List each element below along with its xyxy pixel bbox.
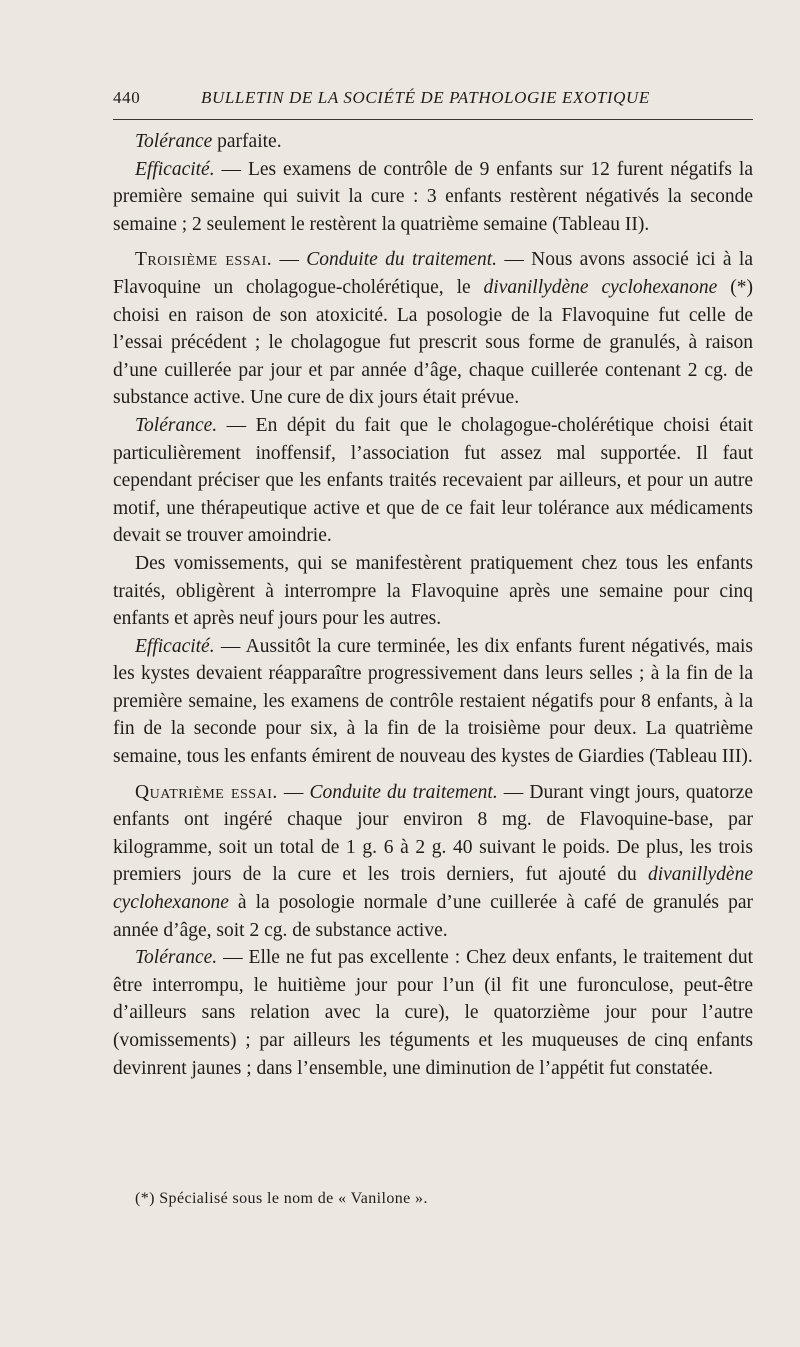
drug-name: divanillydène cyclohexanone	[483, 276, 718, 298]
label-tolerance: Tolérance.	[135, 414, 218, 436]
paragraph-text: parfaite.	[212, 131, 282, 152]
paragraph-text: — Les examens de contrôle de 9 enfants sur 12 furent négatifs la première semaine qui suivit la cure : 3 enfants restèrent négativés la seconde semaine ; 2 seulement le restèrent la quatrième semaine (Tableau II).	[113, 158, 753, 235]
paragraph-vomissements	[113, 550, 753, 633]
paragraph-efficacite-2	[113, 633, 753, 771]
page-number: 440	[113, 88, 141, 107]
section-heading: Troisième essai.	[135, 249, 273, 271]
paragraph-text: (*) choisi en raison de son atoxicité. La posologie de la Flavoquine fut celle de l’essai précédent ; le cholagogue fut prescrit sous forme de granulés, à raison d’une cuillerée par jour et par année d’âge, chaque cuillerée contenant 2 cg. de substance active. Une cure de dix jours était prévue.	[113, 276, 753, 409]
paragraph-quatrieme-essai	[113, 779, 753, 945]
label-tolerance: Tolérance	[135, 131, 213, 152]
paragraph-efficacite-1	[113, 156, 753, 239]
section-heading: Quatrième essai.	[135, 781, 278, 803]
section-subheading: Conduite du traitement.	[309, 781, 498, 803]
header-rule	[113, 119, 753, 120]
paragraph-tolerance-2	[113, 412, 753, 550]
paragraph-text: Des vomissements, qui se manifestèrent pratiquement chez tous les enfants traités, obligèrent à interrompre la Flavoquine après une semaine pour cinq enfants et après neuf jours pour les autres.	[113, 552, 753, 630]
paragraph-text: — Elle ne fut pas excellente : Chez deux enfants, le traitement dut être interrompu, le huitième jour pour l’un (il fit une furonculose, peut-être d’ailleurs sans relation avec la cure), le quatorzième jour pour l’autre (vomissements) ; par ailleurs les téguments et les muqueuses de cinq enfants devinrent jaunes ; dans l’ensemble, une diminution de l’appétit fut constatée.	[113, 947, 753, 1079]
paragraph-tolerance-3	[113, 944, 753, 1082]
label-efficacite: Efficacité.	[135, 635, 215, 657]
section-subheading: Conduite du traitement.	[306, 249, 497, 271]
paragraph-text: à la posologie normale d’une cuillerée à café de granulés par année d’âge, soit 2 cg. de substance active.	[113, 892, 753, 941]
paragraph-tolerance-1	[113, 128, 753, 156]
heading-dash: —	[277, 781, 310, 803]
paragraph-troisieme-essai	[113, 246, 753, 412]
label-efficacite: Efficacité.	[135, 158, 215, 180]
running-header	[113, 88, 753, 114]
journal-title: BULLETIN DE LA SOCIÉTÉ DE PATHOLOGIE EXOTIQUE	[201, 88, 650, 107]
article-body	[113, 128, 753, 1082]
paragraph-text: — Aussitôt la cure terminée, les dix enfants furent négativés, mais les kystes devaient réapparaître progressivement dans leurs selles ; à la fin de la première semaine, les examens de contrôle restaient négatifs pour 8 enfants, à la fin de la seconde pour six, à la fin de la troisième pour deux. La quatrième semaine, tous les enfants émirent de nouveau des kystes de Giardies (Tableau III).	[113, 635, 753, 768]
drug-name: divanillydène cyclohexanone	[113, 864, 753, 914]
paragraph-text: — Nous avons associé ici à la Flavoquine un cholagogue-cholérétique, le	[113, 249, 753, 298]
footnote: (*) Spécialisé sous le nom de « Vanilone ».	[135, 1190, 428, 1207]
label-tolerance: Tolérance.	[135, 947, 218, 969]
paragraph-text: — Durant vingt jours, quatorze enfants ont ingéré chaque jour environ 8 mg. de Flavoquine-base, par kilogramme, soit un total de 1 g. 6 à 2 g. 40 suivant le poids. De plus, les trois premiers jours de la cure et les trois derniers, fut ajouté du	[113, 781, 753, 886]
heading-dash: —	[272, 249, 307, 271]
paragraph-text: — En dépit du fait que le cholagogue-cholérétique choisi était particulièrement inoffensif, l’association fut assez mal supportée. Il faut cependant préciser que les enfants traités recevaient par ailleurs, et pour un autre motif, une thérapeutique active et que de ce fait leur tolérance aux médicaments devait se trouver amoindrie.	[113, 414, 753, 547]
